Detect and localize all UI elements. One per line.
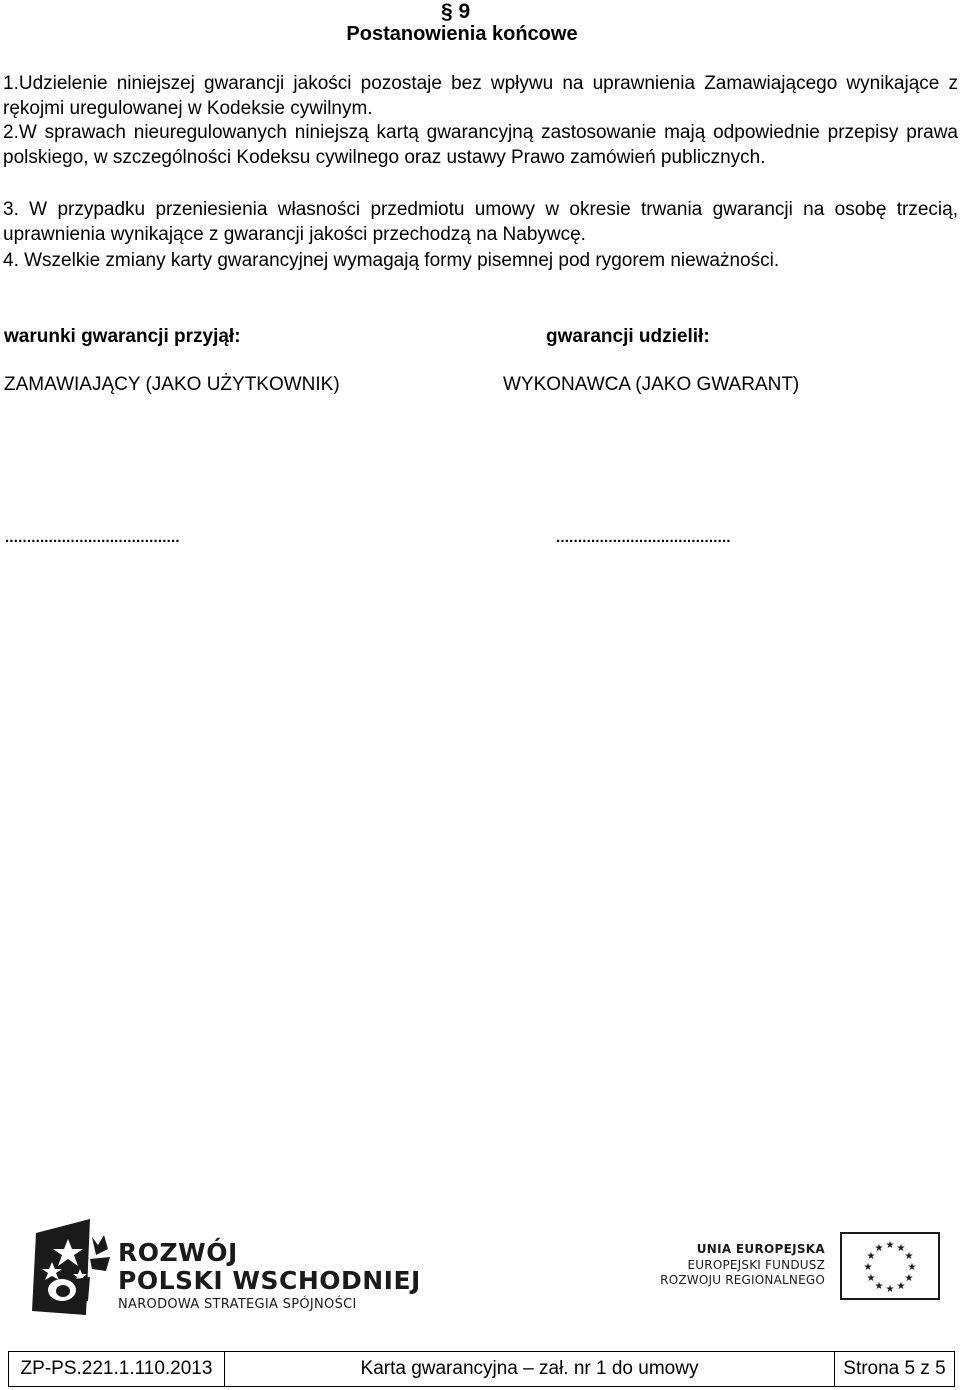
rozwoj-polski-wschodniej-logo — [30, 1215, 421, 1315]
left-signature-label: warunki gwarancji przyjął: — [4, 326, 241, 347]
paragraph-3: 3. W przypadku przeniesienia własności przedmiotu umowy w okresie trwania gwarancji na osobę trzecią, uprawnienia wynikające z gwarancji jakości przechodzą na Nabywcę. — [3, 199, 958, 245]
paragraph-4: 4. Wszelkie zmiany karty gwarancyjnej wymagają formy pisemnej pod rygorem nieważności. — [3, 250, 780, 271]
svg-text:★: ★ — [885, 1240, 895, 1251]
svg-text:★: ★ — [885, 1284, 895, 1295]
logo-text-strategia: NARODOWA STRATEGIA SPÓJNOŚCI — [118, 1297, 357, 1312]
eu-text-line2: EUROPEJSKI FUNDUSZ — [687, 1258, 825, 1272]
section-number: § 9 — [441, 0, 471, 23]
logo-text-rozwoj: ROZWÓJ — [118, 1238, 238, 1267]
svg-text:★: ★ — [863, 1262, 873, 1273]
right-signature-line: ........................................ — [556, 529, 731, 546]
footer-reference: ZP-PS.221.1.110.2013 — [9, 1352, 225, 1386]
svg-text:★: ★ — [904, 1273, 914, 1284]
right-signature-role: WYKONAWCA (JAKO GWARANT) — [503, 374, 800, 395]
page-footer — [8, 1351, 955, 1387]
svg-text:★: ★ — [907, 1262, 917, 1273]
eu-flag-icon — [840, 1232, 940, 1300]
svg-text:★: ★ — [896, 1243, 906, 1254]
footer-document-title: Karta gwarancyjna – zał. nr 1 do umowy — [225, 1352, 835, 1386]
svg-text:★: ★ — [874, 1243, 884, 1254]
svg-text:★: ★ — [896, 1281, 906, 1292]
left-signature-role: ZAMAWIAJĄCY (JAKO UŻYTKOWNIK) — [4, 374, 340, 395]
left-signature-line: ........................................ — [5, 529, 180, 546]
footer-page-number: Strona 5 z 5 — [843, 1358, 946, 1379]
svg-text:★: ★ — [874, 1281, 884, 1292]
eu-logo — [660, 1232, 945, 1302]
section-title: Postanowienia końcowe — [346, 23, 578, 45]
svg-text:★: ★ — [866, 1273, 876, 1284]
eu-text-line1: UNIA EUROPEJSKA — [696, 1242, 825, 1256]
svg-text:★: ★ — [866, 1251, 876, 1262]
eu-text-line3: ROZWOJU REGIONALNEGO — [660, 1273, 825, 1287]
svg-text:★: ★ — [904, 1251, 914, 1262]
paragraph-2: 2.W sprawach nieuregulowanych niniejszą kartą gwarancyjną zastosowanie mają odpowiednie przepisy prawa polskiego, w szczególności Kodeksu cywilnego oraz ustawy Prawo zamówień publicznych. — [3, 122, 958, 168]
logo-text-polski-wschodniej: POLSKI WSCHODNIEJ — [118, 1266, 421, 1295]
paragraph-1: 1.Udzielenie niniejszej gwarancji jakości pozostaje bez wpływu na uprawnienia Zamawiającego wynikające z rękojmi uregulowanej w Kodeksie cywilnym. — [3, 73, 958, 119]
rozwoj-polski-wschodniej-emblem-icon — [30, 1215, 112, 1315]
right-signature-label: gwarancji udzielił: — [546, 326, 710, 347]
eu-stars-circle-icon — [842, 1234, 938, 1298]
